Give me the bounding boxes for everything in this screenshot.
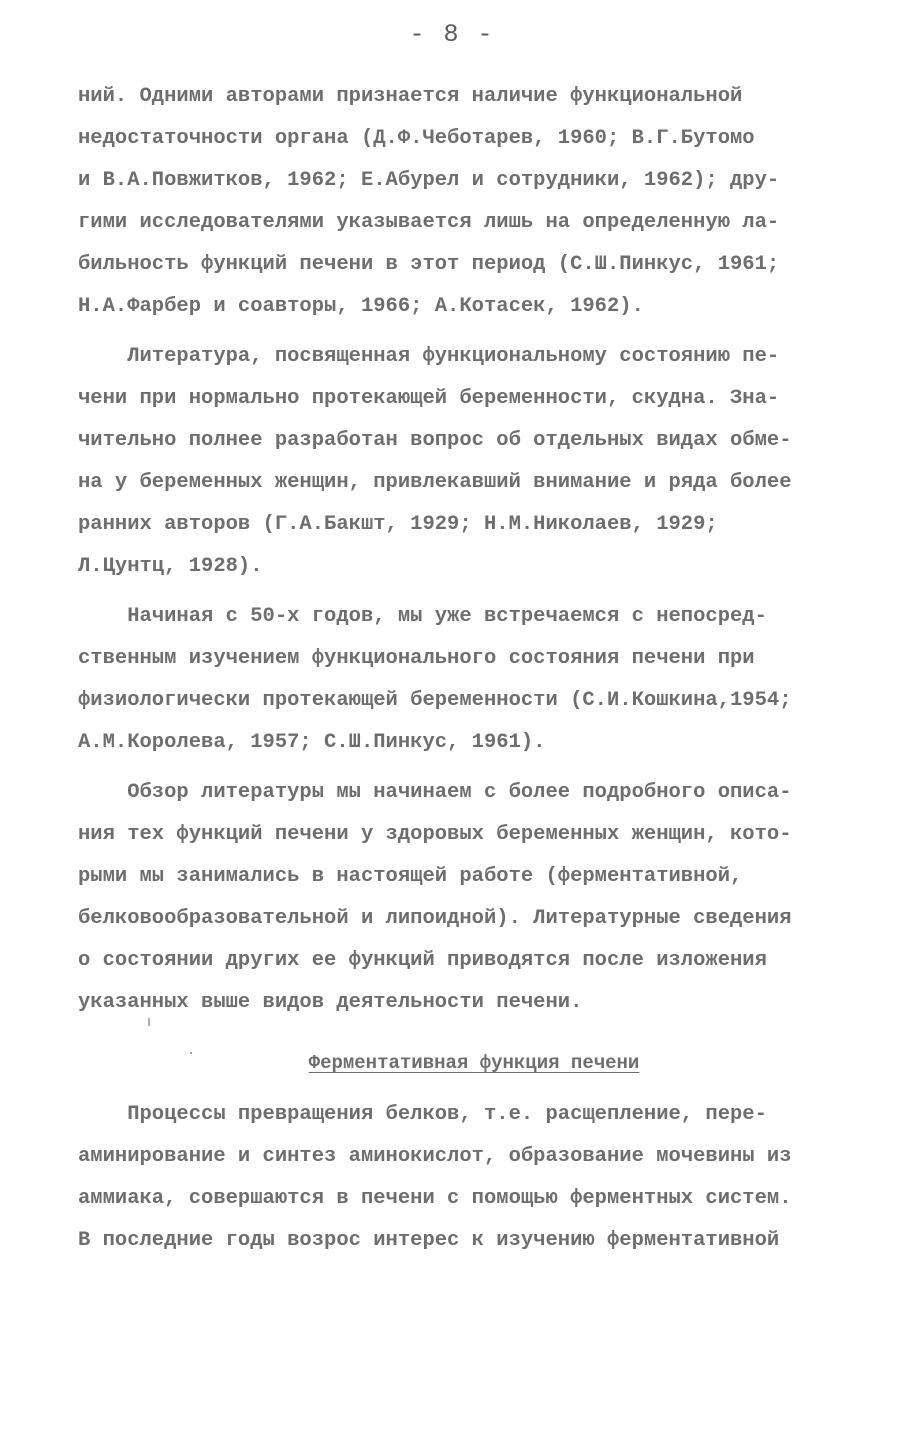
paragraph-gap [78, 1086, 838, 1094]
paragraph-gap [78, 1032, 838, 1040]
text-line: Начиная с 50-х годов, мы уже встречаемся с непосред- [78, 605, 767, 628]
text-line: физиологически протекающей беременности (С.И.Кошкина,1954; [78, 689, 792, 712]
text-line: недостаточности органа (Д.Ф.Чеботарев, 1960; В.Г.Бутомо [78, 127, 755, 150]
text-line: чени при нормально протекающей беременности, скудна. Зна- [78, 387, 780, 410]
text-line: рыми мы занимались в настоящей работе (ферментативной, [78, 865, 743, 888]
text-line: ственным изучением функционального состояния печени при [78, 647, 755, 670]
text-line: на у беременных женщин, привлекавший внимание и ряда более [78, 471, 792, 494]
text-line: о состоянии других ее функций приводятся после изложения [78, 949, 767, 972]
text-line: Литература, посвященная функциональному состоянию пе- [78, 345, 780, 368]
text-line: Л.Цунтц, 1928). [78, 555, 263, 578]
text-line: аммиака, совершаются в печени с помощью ферментных систем. [78, 1187, 792, 1210]
text-line: Обзор литературы мы начинаем с более подробного описа- [78, 781, 792, 804]
paragraph-1 [78, 76, 838, 328]
paragraph-2 [78, 336, 838, 588]
text-line: ния тех функций печени у здоровых беременных женщин, кото- [78, 823, 792, 846]
text-line: гими исследователями указывается лишь на определенную ла- [78, 211, 780, 234]
text-line: А.М.Королева, 1957; С.Ш.Пинкус, 1961). [78, 731, 546, 754]
text-line: аминирование и синтез аминокислот, образование мочевины из [78, 1145, 792, 1168]
text-line: белковообразовательной и липоидной). Литературные сведения [78, 907, 792, 930]
text-line: Процессы превращения белков, т.е. расщепление, пере- [78, 1103, 767, 1126]
paragraph-gap [78, 1024, 838, 1032]
page-number: - 8 - [409, 20, 495, 49]
paragraph-5 [78, 1094, 838, 1262]
text-line: Н.А.Фарбер и соавторы, 1966; А.Котасек, 1962). [78, 295, 644, 318]
paragraph-gap [78, 588, 838, 596]
text-line: бильность функций печени в этот период (С.Ш.Пинкус, 1961; [78, 253, 780, 276]
paragraph-gap [78, 764, 838, 772]
text-line: ранних авторов (Г.А.Бакшт, 1929; Н.М.Николаев, 1929; [78, 513, 718, 536]
text-line: указанных выше видов деятельности печени. [78, 991, 583, 1014]
section-heading-row [78, 1040, 838, 1086]
paragraph-3 [78, 596, 838, 764]
body-text [78, 76, 838, 1262]
text-line: В последние годы возрос интерес к изучению ферментативной [78, 1229, 780, 1252]
paragraph-gap [78, 328, 838, 336]
section-heading: Ферментативная функция печени [308, 1052, 640, 1074]
text-line: ний. Одними авторами признается наличие функциональной [78, 85, 743, 108]
text-line: и В.А.Повжитков, 1962; Е.Абурел и сотрудники, 1962); дру- [78, 169, 780, 192]
paragraph-4 [78, 772, 838, 1024]
text-line: чительно полнее разработан вопрос об отдельных видах обме- [78, 429, 792, 452]
